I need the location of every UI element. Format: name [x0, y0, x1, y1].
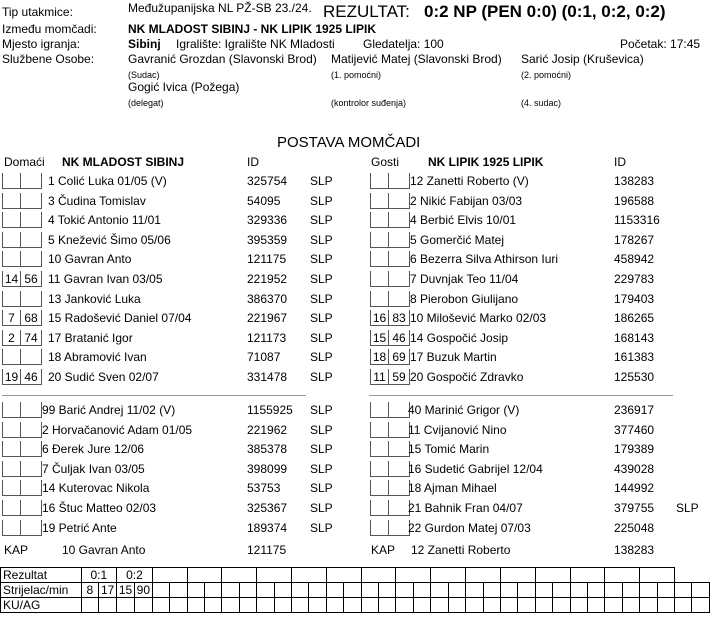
sub-in-minute-box [370, 480, 389, 496]
player-id: 1153316 [614, 213, 660, 228]
scorer-minute-cell [292, 583, 309, 598]
player-name: 2 Horvačanović Adam 01/05 [42, 422, 193, 437]
rezultat-value: 0:2 NP (PEN 0:0) (0:1, 0:2, 0:2) [424, 2, 666, 21]
sub-in-minute-box [2, 461, 21, 477]
player-id: 121173 [247, 330, 287, 345]
scorer-minute-cell [170, 583, 187, 598]
sub-in-minute-box [2, 422, 21, 438]
scorer-minute-cell [535, 583, 552, 598]
kuag-cell [553, 598, 570, 613]
kuag-cell [500, 598, 517, 613]
sub-out-minute-box: 46 [389, 330, 410, 346]
kuag-cell [396, 598, 413, 613]
official-role-pomocni1: (1. pomoćni) [331, 70, 382, 80]
sub-out-minute-box [389, 212, 410, 228]
player-id: 386370 [247, 291, 288, 306]
player-id: 121175 [247, 252, 287, 267]
sub-in-minute-box [2, 480, 21, 496]
player-name: 1 Colić Luka 01/05 (V) [48, 174, 167, 188]
scorer-minute-cell [483, 583, 500, 598]
izmedu-label: Između momčadi: [2, 22, 97, 36]
scorer-minute-cell [640, 583, 657, 598]
player-name: 40 Marinić Grigor (V) [408, 403, 520, 417]
player-name: 12 Zanetti Roberto (V) [410, 174, 529, 188]
sub-out-minute-box: 56 [21, 271, 42, 287]
kuag-cell [309, 598, 326, 613]
scorer-minute-cell [622, 583, 639, 598]
player-nationality: SLP [310, 232, 333, 247]
player-nationality: SLP [310, 520, 333, 535]
kuag-cell [518, 598, 535, 613]
kuag-label: KU/AG [1, 598, 82, 613]
sub-in-minute-box: 18 [370, 349, 389, 365]
player-name: 8 Pierobon Giulijano [410, 291, 519, 306]
kuag-cell [587, 598, 604, 613]
sub-out-minute-box [389, 422, 410, 438]
player-id: 179403 [614, 291, 655, 306]
scorer-minute-cell [309, 583, 326, 598]
player-id: 196588 [614, 193, 655, 208]
player-name: 4 Berbić Elvis 10/01 [410, 213, 517, 228]
kuag-cell [413, 598, 430, 613]
score-cell: 0:1 [81, 568, 117, 583]
player-id: 178267 [614, 232, 655, 247]
player-id: 225048 [614, 520, 655, 535]
sub-in-minute-box [2, 520, 21, 536]
kuag-cell [239, 598, 256, 613]
player-nationality: SLP [310, 311, 333, 326]
sub-out-minute-box [389, 520, 410, 536]
kuag-cell [81, 598, 99, 613]
player-name: 14 Gospočić Josip [410, 330, 509, 345]
sub-in-minute-box [370, 232, 389, 248]
sub-in-minute-box: 2 [2, 330, 21, 346]
player-name: 5 Knežević Šimo 05/06 [48, 232, 171, 247]
player-name: 15 Radošević Daniel 07/04 [48, 311, 192, 326]
player-nationality: SLP [310, 272, 333, 286]
player-id: 53753 [247, 481, 281, 496]
away-id-label: ID [614, 155, 626, 169]
player-name: 7 Čuljak Ivan 03/05 [42, 461, 145, 476]
sub-in-minute-box: 19 [2, 369, 21, 385]
sub-in-minute-box [2, 193, 21, 209]
home-kap-player: 10 Gavran Anto [62, 543, 146, 557]
official-name-delegat: Gogić Ivica (Požega) [128, 80, 240, 94]
player-id: 325367 [247, 501, 288, 515]
sub-out-minute-box [21, 402, 42, 418]
player-name: 6 Đerek Jure 12/06 [42, 442, 145, 457]
scorer-minute-cell [239, 583, 256, 598]
scorer-minute-cell [326, 583, 343, 598]
sub-in-minute-box [370, 402, 389, 418]
player-name: 16 Štuc Matteo 02/03 [42, 501, 157, 515]
kuag-cell [535, 598, 552, 613]
player-id: 189374 [247, 520, 288, 535]
scorer-minute-cell [605, 583, 622, 598]
sub-in-minute-box [2, 441, 21, 457]
scorer-minute-cell [466, 583, 483, 598]
kuag-cell [134, 598, 152, 613]
player-nationality: SLP [310, 330, 333, 345]
kuag-cell [344, 598, 361, 613]
player-nationality: SLP [310, 403, 333, 417]
home-side-label: Domaći [4, 155, 45, 169]
player-id: 221952 [247, 272, 288, 286]
match-events-table [0, 567, 710, 613]
sub-out-minute-box [21, 441, 42, 457]
player-name: 17 Buzuk Martin [410, 350, 497, 365]
tip-label: Tip utakmice: [2, 5, 73, 19]
kuag-cell [170, 598, 187, 613]
player-name: 19 Petrić Ante [42, 520, 117, 535]
kuag-cell [257, 598, 274, 613]
sub-out-minute-box: 59 [389, 369, 410, 385]
sub-out-minute-box [21, 251, 42, 267]
score-cell: 0:2 [117, 568, 153, 583]
player-id: 168143 [614, 330, 655, 345]
player-id: 54095 [247, 193, 281, 208]
scorer-minute-cell: 17 [99, 583, 117, 598]
official-role-kontrolor: (kontrolor suđenja) [331, 98, 407, 108]
player-id: 377460 [614, 422, 655, 437]
sub-in-minute-box [370, 461, 389, 477]
sub-out-minute-box [21, 520, 42, 536]
sub-in-minute-box [370, 291, 389, 307]
sub-in-minute-box: 16 [370, 310, 389, 326]
kuag-cell [99, 598, 117, 613]
kuag-cell [605, 598, 622, 613]
player-name: 22 Gurdon Matej 07/03 [408, 520, 531, 535]
player-nationality: SLP [310, 370, 333, 384]
official-name-sudac: Gavranić Grozdan (Slavonski Brod) [128, 52, 317, 66]
kuag-cell [361, 598, 378, 613]
player-name: 15 Tomić Marin [408, 442, 490, 457]
sub-in-minute-box: 7 [2, 310, 21, 326]
sub-in-minute-box [370, 173, 389, 189]
home-id-label: ID [247, 155, 259, 169]
kuag-cell [570, 598, 587, 613]
sub-in-minute-box [2, 291, 21, 307]
home-kap-id: 121175 [247, 543, 287, 557]
sub-out-minute-box [21, 173, 42, 189]
player-name: 99 Barić Andrej 11/02 (V) [42, 403, 176, 417]
sub-out-minute-box [21, 193, 42, 209]
mjesto-label: Mjesto igranja: [2, 37, 81, 51]
tip-value: Međužupanijska NL PŽ-SB 23./24. [128, 1, 312, 15]
scorer-minute-cell [187, 583, 204, 598]
player-id: 236917 [614, 403, 655, 417]
player-name: 11 Cvijanović Nino [408, 422, 507, 437]
sub-in-minute-box [2, 402, 21, 418]
player-id: 385378 [247, 442, 288, 457]
kuag-cell [187, 598, 204, 613]
scorer-minute-cell: 8 [81, 583, 99, 598]
sub-out-minute-box: 83 [389, 310, 410, 326]
sub-in-minute-box [370, 441, 389, 457]
player-name: 16 Sudetić Gabrijel 12/04 [408, 461, 543, 476]
player-name: 11 Gavran Ivan 03/05 [48, 272, 163, 286]
sub-in-minute-box [370, 500, 389, 516]
player-id: 125530 [614, 370, 655, 384]
scorer-minute-cell [692, 583, 710, 598]
home-kap-label: KAP [4, 543, 29, 557]
kuag-cell [274, 598, 291, 613]
official-role-pomocni2: (2. pomoćni) [521, 70, 572, 80]
sub-in-minute-box [2, 349, 21, 365]
postava-title: POSTAVA MOMČADI [277, 134, 421, 151]
player-id: 221962 [247, 422, 288, 437]
scorer-minute-cell [587, 583, 604, 598]
scorer-minute-cell [657, 583, 674, 598]
kuag-cell [657, 598, 674, 613]
sub-out-minute-box [21, 480, 42, 496]
sub-in-minute-box [2, 251, 21, 267]
sub-out-minute-box [21, 291, 42, 307]
kuag-cell [448, 598, 465, 613]
away-team-name: NK LIPIK 1925 LIPIK [428, 155, 544, 169]
sub-out-minute-box [389, 291, 410, 307]
away-divider [369, 395, 673, 396]
sub-in-minute-box [370, 422, 389, 438]
kuag-cell [431, 598, 448, 613]
player-nationality: SLP [310, 291, 333, 306]
sub-out-minute-box [389, 402, 410, 418]
player-id: 439028 [614, 461, 655, 476]
player-nationality: SLP [310, 252, 333, 267]
scorer-minute-cell [205, 583, 222, 598]
strijelac-label: Strijelac/min [1, 583, 82, 598]
player-nationality: SLP [310, 350, 333, 365]
scorer-minute-cell [344, 583, 361, 598]
scorer-minute-cell [518, 583, 535, 598]
kuag-cell [692, 598, 710, 613]
kuag-row [1, 598, 710, 613]
kuag-cell [622, 598, 639, 613]
sub-out-minute-box [389, 251, 410, 267]
player-name: 21 Bahnik Fran 04/07 [408, 501, 523, 515]
kuag-cell [640, 598, 657, 613]
izmedu-value: NK MLADOST SIBINJ - NK LIPIK 1925 LIPIK [128, 22, 377, 36]
sub-in-minute-box [2, 173, 21, 189]
sub-out-minute-box: 69 [389, 349, 410, 365]
sub-out-minute-box [21, 461, 42, 477]
scorer-minute-cell [570, 583, 587, 598]
official-name-pomocni2: Sarić Josip (Kruševica) [521, 52, 644, 66]
pocetak: Početak: 17:45 [620, 37, 701, 51]
player-id: 329336 [247, 213, 288, 228]
sub-in-minute-box [370, 212, 389, 228]
player-id: 161383 [614, 350, 655, 365]
sub-in-minute-box [370, 271, 389, 287]
sub-in-minute-box [2, 232, 21, 248]
player-name: 20 Sudić Sven 02/07 [48, 370, 159, 384]
scorer-minute-cell [274, 583, 291, 598]
mjesto-value: Sibinj [128, 37, 161, 51]
scorer-minute-cell [379, 583, 396, 598]
player-name: 2 Nikić Fabijan 03/03 [410, 193, 523, 208]
sub-out-minute-box [21, 422, 42, 438]
player-id: 179389 [614, 442, 655, 457]
official-name-pomocni1: Matijević Matej (Slavonski Brod) [331, 52, 502, 66]
player-id: 138283 [614, 174, 655, 188]
player-nationality: SLP [310, 442, 333, 457]
player-nationality: SLP [310, 461, 333, 476]
player-id: 144992 [614, 481, 655, 496]
rezultat-label: REZULTAT: [323, 2, 410, 21]
player-id: 398099 [247, 461, 288, 476]
sub-out-minute-box [389, 461, 410, 477]
away-kap-id: 138283 [614, 543, 655, 557]
sub-out-minute-box [389, 173, 410, 189]
sub-in-minute-box: 14 [2, 271, 21, 287]
player-nationality: SLP [310, 501, 333, 515]
scorer-minute-cell [361, 583, 378, 598]
player-id: 71087 [247, 350, 281, 365]
sub-out-minute-box [21, 349, 42, 365]
kuag-cell [466, 598, 483, 613]
scorer-minute-cell [396, 583, 413, 598]
sub-out-minute-box [21, 212, 42, 228]
player-nationality: SLP [310, 213, 333, 228]
scorer-minute-cell [500, 583, 517, 598]
player-name: 18 Ajman Mihael [408, 481, 497, 496]
player-name: 14 Kuterovac Nikola [42, 481, 150, 496]
scorer-minute-cell: 15 [117, 583, 135, 598]
player-name: 17 Bratanić Igor [48, 330, 133, 345]
sub-out-minute-box [389, 441, 410, 457]
scorer-minute-cell [553, 583, 570, 598]
sub-out-minute-box [389, 480, 410, 496]
kuag-cell [379, 598, 396, 613]
sub-out-minute-box [389, 193, 410, 209]
sluzbene-label: Službene Osobe: [2, 52, 95, 66]
kuag-cell [152, 598, 169, 613]
gledatelja: Gledatelja: 100 [363, 37, 444, 51]
kuag-cell [222, 598, 239, 613]
sub-out-minute-box [389, 500, 410, 516]
player-id: 221967 [247, 311, 288, 326]
sub-out-minute-box [21, 232, 42, 248]
rezultat-label: Rezultat [1, 568, 82, 583]
player-name: 10 Milošević Marko 02/03 [410, 311, 547, 326]
player-id: 458942 [614, 252, 655, 267]
player-name: 5 Gomerčić Matej [410, 232, 505, 247]
kuag-cell [483, 598, 500, 613]
away-kap-player: 12 Zanetti Roberto [411, 543, 511, 557]
player-id: 325754 [247, 174, 288, 188]
player-nationality: SLP [310, 193, 333, 208]
player-nationality: SLP [676, 501, 699, 515]
official-role-delegat: (delegat) [128, 98, 164, 108]
sub-in-minute-box: 11 [370, 369, 389, 385]
sub-in-minute-box [370, 520, 389, 536]
scorer-minute-cell [674, 583, 691, 598]
kuag-cell [674, 598, 691, 613]
sub-out-minute-box [389, 232, 410, 248]
player-name: 3 Čudina Tomislav [48, 193, 146, 208]
player-name: 13 Janković Luka [48, 291, 141, 306]
player-id: 229783 [614, 272, 655, 286]
kuag-cell [292, 598, 309, 613]
sub-in-minute-box [370, 251, 389, 267]
sub-out-minute-box [389, 271, 410, 287]
kuag-cell [205, 598, 222, 613]
rezultat-row [1, 568, 710, 583]
igraliste: Igralište: Igralište NK Mladosti [176, 37, 335, 51]
scorer-minute-cell [413, 583, 430, 598]
player-nationality: SLP [310, 174, 333, 188]
player-id: 395359 [247, 232, 288, 247]
player-id: 186265 [614, 311, 655, 326]
player-id: 331478 [247, 370, 288, 384]
kuag-cell [326, 598, 343, 613]
player-id: 379755 [614, 501, 655, 515]
scorer-minute-cell [448, 583, 465, 598]
player-nationality: SLP [310, 422, 333, 437]
scorer-minute-cell: 90 [134, 583, 152, 598]
scorer-minute-cell [431, 583, 448, 598]
sub-in-minute-box [2, 500, 21, 516]
player-name: 6 Bezerra Silva Athirson Iuri [410, 252, 559, 267]
player-id: 1155925 [247, 403, 293, 417]
sub-in-minute-box [370, 193, 389, 209]
sub-out-minute-box [21, 500, 42, 516]
player-name: 4 Tokić Antonio 11/01 [48, 213, 161, 228]
strijelac-row [1, 583, 710, 598]
kuag-cell [117, 598, 135, 613]
home-team-name: NK MLADOST SIBINJ [62, 155, 185, 169]
player-nationality: SLP [310, 481, 333, 496]
away-side-label: Gosti [371, 155, 400, 169]
scorer-minute-cell [222, 583, 239, 598]
player-name: 10 Gavran Anto [48, 252, 132, 267]
scorer-minute-cell [257, 583, 274, 598]
official-role-4sudac: (4. sudac) [521, 98, 562, 108]
scorer-minute-cell [152, 583, 169, 598]
sub-in-minute-box: 15 [370, 330, 389, 346]
sub-out-minute-box: 68 [21, 310, 42, 326]
sub-in-minute-box [2, 212, 21, 228]
player-name: 18 Abramović Ivan [48, 350, 147, 365]
away-kap-label: KAP [371, 543, 396, 557]
home-divider [2, 395, 306, 396]
player-name: 20 Gospočić Zdravko [410, 370, 524, 384]
sub-out-minute-box: 74 [21, 330, 42, 346]
sub-out-minute-box: 46 [21, 369, 42, 385]
official-role-sudac: (Sudac) [128, 70, 160, 80]
player-name: 7 Duvnjak Teo 11/04 [410, 272, 519, 286]
